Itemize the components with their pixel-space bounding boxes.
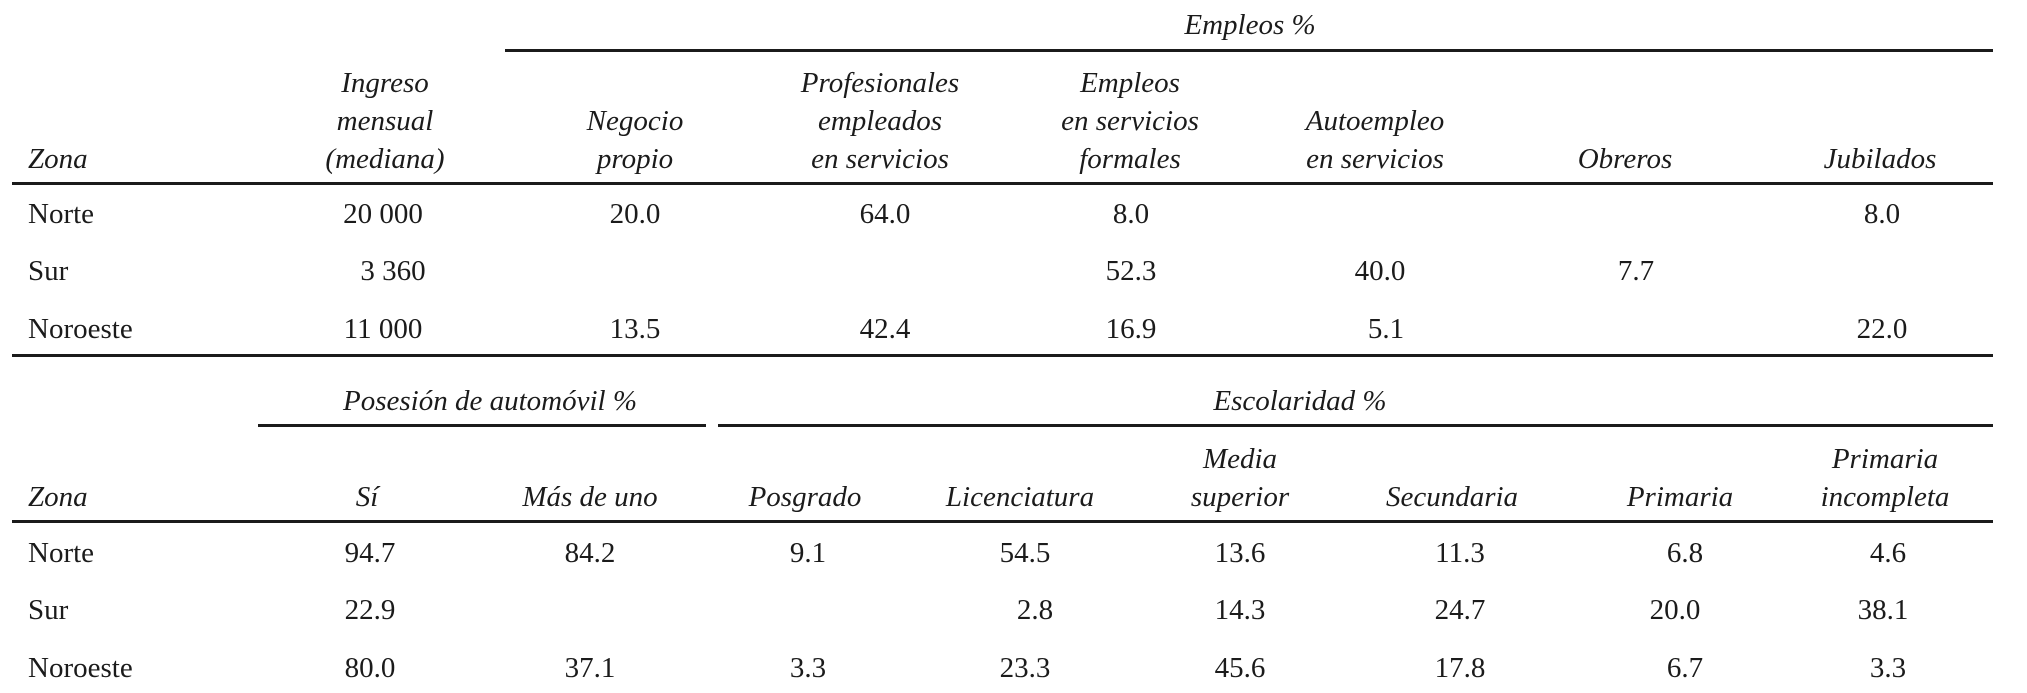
table-row-noroeste-profesionales: 42.4 — [859, 313, 911, 345]
table-row-sur-si: 22.9 — [344, 594, 396, 626]
col-header-media-superior: Media superior — [1190, 443, 1290, 513]
table-row-noroeste-mas-de-uno: 37.1 — [564, 652, 616, 684]
table-row-norte-zona-2: Norte — [28, 537, 95, 569]
header-rule-table1 — [12, 182, 1993, 185]
table-row-noroeste-primaria: 6.7 — [1666, 652, 1704, 684]
table-row-norte-mas-de-uno: 84.2 — [564, 537, 616, 569]
table-row-norte-jubilados: 8.0 — [1863, 198, 1901, 230]
group-header-empleos: Empleos % — [1184, 9, 1316, 41]
table-row-noroeste-zona-2: Noroeste — [28, 652, 133, 684]
col-header-mas-de-uno: Más de uno — [522, 481, 658, 513]
table-row-noroeste-posgrado: 3.3 — [789, 652, 827, 684]
table-row-norte-negocio: 20.0 — [609, 198, 661, 230]
table-row-norte-media-superior: 13.6 — [1214, 537, 1266, 569]
col-header-zona: Zona — [28, 143, 88, 175]
col-header-primaria-incompleta: Primaria incompleta — [1820, 443, 1950, 513]
table-row-noroeste-media-superior: 45.6 — [1214, 652, 1266, 684]
col-header-ingreso: Ingreso mensual (mediana) — [325, 67, 445, 175]
table-row-norte-primaria-incompleta: 4.6 — [1869, 537, 1907, 569]
col-header-empleos-formales: Empleos en servicios formales — [1061, 67, 1199, 175]
table-row-noroeste-autoempleo: 5.1 — [1367, 313, 1405, 345]
group-rule-empleos — [505, 49, 1993, 52]
table-row-noroeste-jubilados: 22.0 — [1856, 313, 1908, 345]
table-row-sur-zona-2: Sur — [28, 594, 69, 626]
col-header-autoempleo: Autoempleo en servicios — [1305, 105, 1445, 175]
table-row-sur-obreros: 7.7 — [1617, 255, 1655, 287]
table-row-noroeste-secundaria: 17.8 — [1434, 652, 1486, 684]
table-row-norte-zona: Norte — [28, 198, 95, 230]
group-header-automovil: Posesión de automóvil % — [343, 385, 637, 417]
col-header-licenciatura: Licenciatura — [945, 481, 1095, 513]
group-rule-automovil — [258, 424, 706, 427]
col-header-negocio: Negocio propio — [586, 105, 684, 175]
table-row-norte-empleos-formales: 8.0 — [1112, 198, 1150, 230]
table-row-sur-zona: Sur — [28, 255, 69, 287]
table-row-sur-media-superior: 14.3 — [1214, 594, 1266, 626]
col-header-profesionales: Profesionales empleados en servicios — [800, 67, 960, 175]
col-header-si: Sí — [355, 481, 379, 513]
group-header-escolaridad: Escolaridad % — [1213, 385, 1387, 417]
header-rule-table2 — [12, 520, 1993, 523]
table-row-norte-profesionales: 64.0 — [859, 198, 911, 230]
col-header-primaria: Primaria — [1626, 481, 1734, 513]
table-row-norte-ingreso: 20 000 — [343, 198, 423, 230]
table-row-noroeste-negocio: 13.5 — [609, 313, 661, 345]
table-row-noroeste-si: 80.0 — [344, 652, 396, 684]
col-header-posgrado: Posgrado — [748, 481, 862, 513]
col-header-secundaria: Secundaria — [1385, 481, 1519, 513]
table-row-noroeste-zona: Noroeste — [28, 313, 133, 345]
table-row-norte-secundaria: 11.3 — [1435, 537, 1485, 569]
table-row-noroeste-ingreso: 11 000 — [343, 313, 423, 345]
table-row-sur-empleos-formales: 52.3 — [1105, 255, 1157, 287]
table-row-norte-primaria: 6.8 — [1666, 537, 1704, 569]
table-row-norte-posgrado: 9.1 — [789, 537, 827, 569]
table-row-sur-ingreso: 3 360 — [360, 255, 426, 287]
table-row-noroeste-licenciatura: 23.3 — [999, 652, 1051, 684]
bottom-rule-table1 — [12, 354, 1993, 357]
table-row-sur-licenciatura: 2.8 — [1016, 594, 1054, 626]
col-header-jubilados: Jubilados — [1823, 143, 1937, 175]
group-rule-escolaridad — [718, 424, 1993, 427]
table-row-noroeste-primaria-incompleta: 3.3 — [1869, 652, 1907, 684]
table-row-noroeste-empleos-formales: 16.9 — [1105, 313, 1157, 345]
col-header-zona-2: Zona — [28, 481, 88, 513]
table-row-norte-licenciatura: 54.5 — [999, 537, 1051, 569]
table-row-sur-secundaria: 24.7 — [1434, 594, 1486, 626]
col-header-obreros: Obreros — [1577, 143, 1673, 175]
table-row-sur-autoempleo: 40.0 — [1354, 255, 1406, 287]
table-row-norte-si: 94.7 — [344, 537, 396, 569]
table-row-sur-primaria: 20.0 — [1649, 594, 1701, 626]
table-row-sur-primaria-incompleta: 38.1 — [1857, 594, 1909, 626]
